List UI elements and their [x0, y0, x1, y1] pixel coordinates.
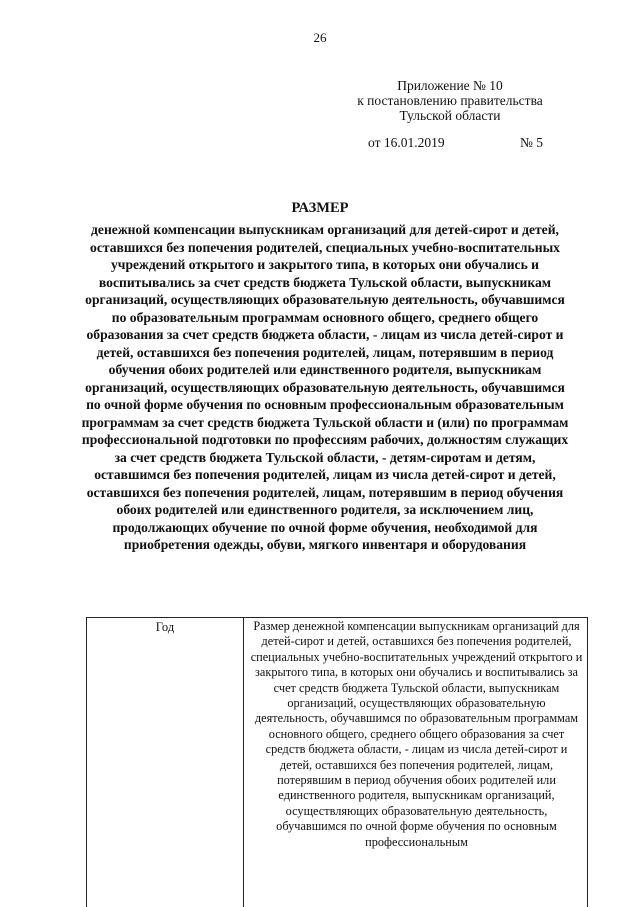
appendix-line-1: Приложение № 10 — [397, 78, 503, 93]
table-header-year — [87, 618, 244, 907]
appendix-header — [330, 78, 570, 123]
document-title: РАЗМЕР — [291, 200, 349, 216]
document-subtitle: денежной компенсации выпускникам организаций для детей-сирот и детей, оставшихся без попечения родителей, специальных учебно-воспитательных учреждений открытого и закрытого типа, в которых они обучались и воспитывались за счет средств бюджета Тульской области, выпускникам организаций, осуществляющих образовательную деятельность, обучавшимся по образовательным программам основного общего, среднего общего образования за счет средств бюджета области, - лицам из числа детей-сирот и детей, оставшихся без попечения родителей, лицам, потерявшим в период обучения обоих родителей или единственного родителя, выпускникам организаций, осуществляющих образовательную деятельность, обучавшимся по очной форме обучения по основным профессиональным образовательным программам за счет средств бюджета Тульской области и (или) по программам профессиональной подготовки по профессиям рабочих, должностям служащих за счет средств бюджета Тульской области, - детям-сиротам и детям, оставшимся без попечения родителей, лицам из числа детей-сирот и детей, оставшихся без попечения родителей, лицам, потерявшим в период обучения обоих родителей или единственного родителя, за исключением лиц, продолжающих обучение по очной форме обучения, необходимой для приобретения одежды, обуви, мягкого инвентаря и оборудования — [81, 222, 569, 552]
appendix-line-2: к постановлению правительства — [357, 93, 543, 108]
compensation-table — [86, 617, 588, 907]
decree-date-line — [368, 135, 578, 151]
decree-number: № 5 — [520, 135, 544, 150]
decree-date: от 16.01.2019 — [368, 135, 445, 150]
year-header-label: Год — [155, 620, 175, 634]
page-number: 26 — [313, 30, 327, 45]
appendix-line-3: Тульской области — [399, 108, 501, 123]
table-header-amount: Размер денежной компенсации выпускникам организаций для детей-сирот и детей, оставшихся без попечения родителей, специальных учебно-воспитательных учреждений открытого и закрытого типа, в которых они обучались и воспитывались за счет средств бюджета Тульской области, выпускникам организаций, осуществляющих образовательную деятельность, обучавшимся по образовательным программам основного общего, среднего общего образования за счет средств бюджета области, - лицам из числа детей-сирот и детей, оставшихся без попечения родителей, лицам, потерявшим в период обучения обоих родителей или единственного родителя, выпускникам организаций, осуществляющих образовательную деятельность, обучавшимся по очной форме обучения по основным профессиональным — [250, 619, 583, 849]
